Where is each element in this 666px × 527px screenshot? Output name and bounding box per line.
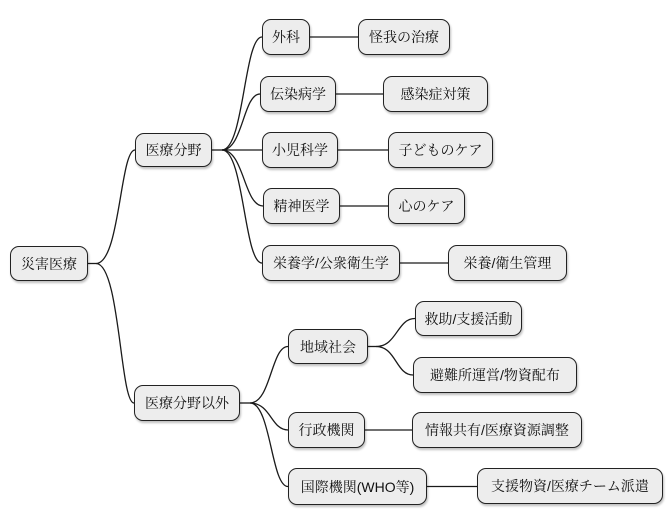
node-info-sharing-resource-coordination: 情報共有/医療資源調整 [412,412,582,448]
node-infection-control: 感染症対策 [383,76,488,112]
node-government-agency: 行政機関 [288,412,365,448]
node-non-medical-field: 医療分野以外 [134,385,240,421]
edge-nonmedical-government [250,403,288,430]
node-surgery: 外科 [262,19,310,55]
node-supplies-team-dispatch: 支援物資/医療チーム派遣 [477,468,663,504]
node-pediatrics: 小児科学 [262,132,338,168]
edge-medical-surgery [222,37,262,150]
edge-community-rescue [376,319,415,347]
node-shelter-supply-distribution: 避難所運営/物資配布 [413,357,577,393]
edge-root-nonmedical [96,264,134,404]
edge-nonmedical-community [250,347,288,404]
node-psychiatry: 精神医学 [263,188,340,224]
node-nutrition-public-health: 栄養学/公衆衛生学 [262,245,400,281]
edge-community-shelter [376,347,413,376]
node-disaster-medicine: 災害医療 [10,246,88,281]
edge-root-medical [96,150,135,264]
node-medical-field: 医療分野 [135,133,212,167]
node-infectious-disease: 伝染病学 [260,76,336,112]
edge-medical-nutrition [222,150,262,263]
node-rescue-support: 救助/支援活動 [415,301,522,336]
node-local-community: 地域社会 [288,329,368,364]
node-injury-treatment: 怪我の治療 [358,19,450,55]
node-mental-care: 心のケア [388,188,465,224]
node-international-org: 国際機関(WHO等) [288,468,427,505]
node-nutrition-hygiene-management: 栄養/衛生管理 [448,245,567,281]
edge-medical-infectious [222,94,260,150]
node-child-care: 子どものケア [388,132,493,168]
